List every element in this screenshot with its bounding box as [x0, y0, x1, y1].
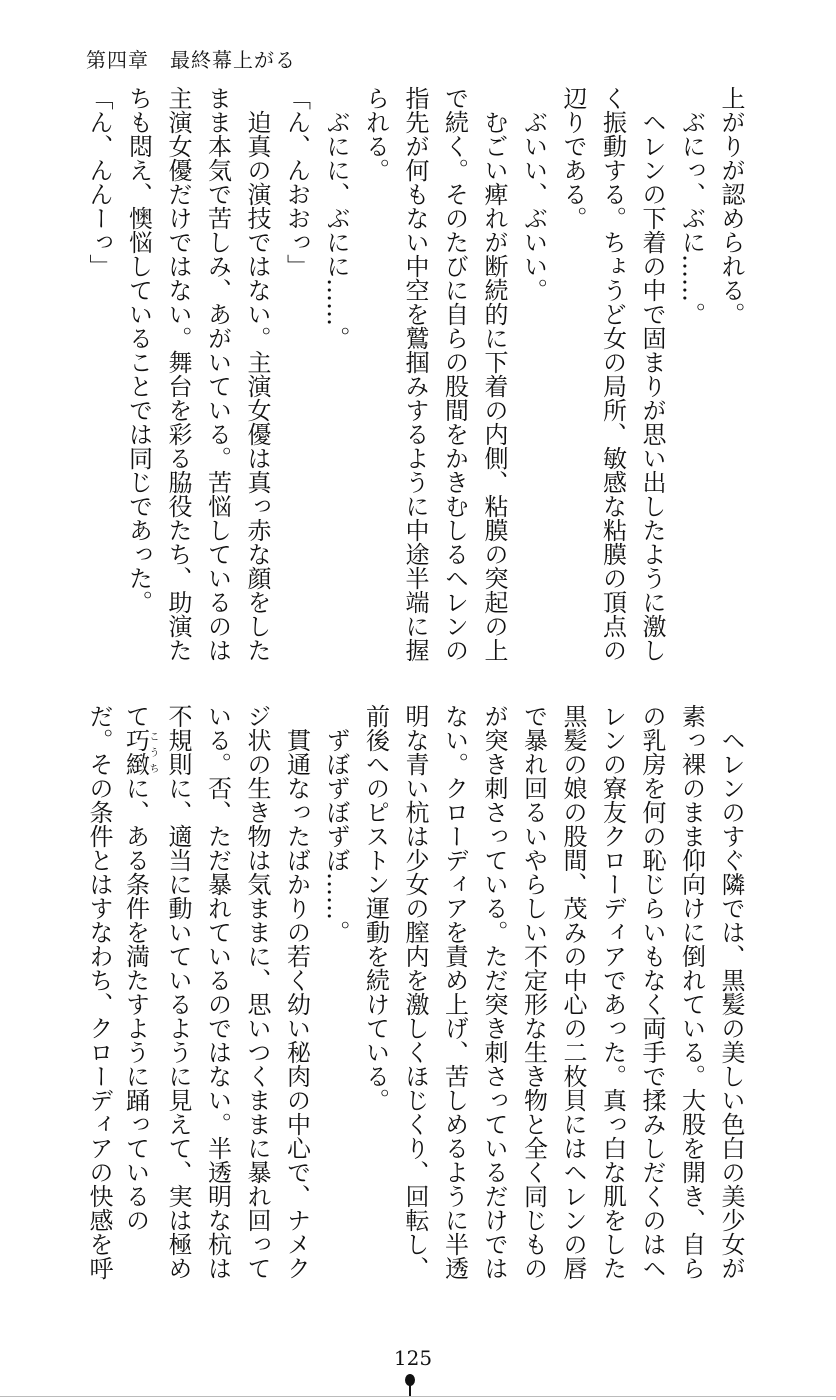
text-column: が突き刺さっている。ただ突き刺さっているだけでは: [480, 704, 508, 1280]
ruby-base: 巧緻: [121, 728, 150, 776]
text-column: 上がりが認められる。: [717, 86, 745, 326]
text-column: 「ん、んんーっ」: [85, 86, 113, 278]
page-number: [0, 1346, 836, 1370]
text-column: られる。: [361, 86, 390, 182]
text-column: 指先が何もない中空を鷲掴みするように中途半端に握: [401, 86, 429, 662]
text-column: 黒髪の娘の股間、茂みの中心の二枚貝にはヘレンの唇: [559, 704, 587, 1280]
text-column: く振動する。ちょうど女の局所、敏感な粘膜の頂点の: [598, 86, 627, 662]
text-column: レンの寮友クローディアであった。真っ白な肌をした: [598, 704, 627, 1280]
text-column: ぶにっ、ぶに……。: [677, 86, 706, 326]
text-column: ジ状の生き物は気ままに、思いつくままに暴れ回って: [243, 704, 271, 1280]
text-column: ヘレンのすぐ隣では、黒髪の美しい色白の美少女が: [717, 704, 745, 1280]
text-column: ヘレンの下着の中で固まりが思い出したように激し: [638, 86, 666, 662]
text-column: いる。否、ただ暴れているのではない。半透明な杭は: [203, 704, 232, 1280]
text-column: 主演女優だけではない。舞台を彩る脇役たち、助演た: [164, 86, 192, 662]
text-column: ぶにに、ぶにに……。: [322, 86, 350, 350]
text-segment: に、ある条件を満たすように踊っているの: [121, 776, 150, 1232]
text-column: 迫真の演技ではない。主演女優は真っ赤な顔をした: [243, 86, 271, 662]
text-column: ない。クローディアを責め上げ、苦しめるように半透: [440, 704, 469, 1280]
text-block-upper: [78, 86, 750, 686]
ruby-reading: こうち: [147, 728, 158, 776]
text-column: の乳房を何の恥じらいもなく両手で揉みしだくのはヘ: [638, 704, 666, 1280]
text-column: 素っ裸のまま仰向けに倒れている。大股を開き、自ら: [677, 704, 706, 1280]
text-column: 明な青い杭は少女の膣内を激しくほじくり、回転し、: [401, 704, 429, 1280]
ruby-annotation: [121, 728, 158, 776]
text-column: で暴れ回るいやらしい不定形な生き物と全く同じもの: [519, 704, 548, 1280]
text-column: だ。その条件とはすなわち、クローディアの快感を呼: [85, 704, 113, 1280]
text-segment: て: [121, 704, 150, 728]
text-column: [118, 704, 158, 1304]
text-column: 辺りである。: [559, 86, 587, 230]
text-column: むごい痺れが断続的に下着の内側、粘膜の突起の上: [480, 86, 508, 662]
text-block-lower: [78, 704, 750, 1304]
page-number-text: 125: [393, 1346, 433, 1370]
text-column: で続く。そのたびに自らの股間をかきむしるヘレンの: [440, 86, 469, 662]
page-marker-stem: [409, 1384, 411, 1396]
text-column: 貫通なったばかりの若く幼い秘肉の中心で、ナメク: [282, 704, 311, 1280]
text-column: まま本気で苦しみ、あがいている。苦悩しているのは: [203, 86, 232, 662]
text-column: 「ん、んおおっ」: [282, 86, 311, 278]
text-column: 前後へのピストン運動を続けている。: [361, 704, 390, 1112]
text-column: ちも悶え、懊悩していることでは同じであった。: [124, 86, 153, 614]
text-column: 不規則に、適当に動いているように見えて、実は極め: [164, 704, 192, 1280]
chapter-header: 第四章 最終幕上がる: [86, 48, 296, 72]
text-column: ずぼずぼずぼ……。: [322, 704, 350, 944]
text-column: ぶいい、ぶいい。: [519, 86, 548, 302]
page-edge-line: [0, 1396, 836, 1397]
